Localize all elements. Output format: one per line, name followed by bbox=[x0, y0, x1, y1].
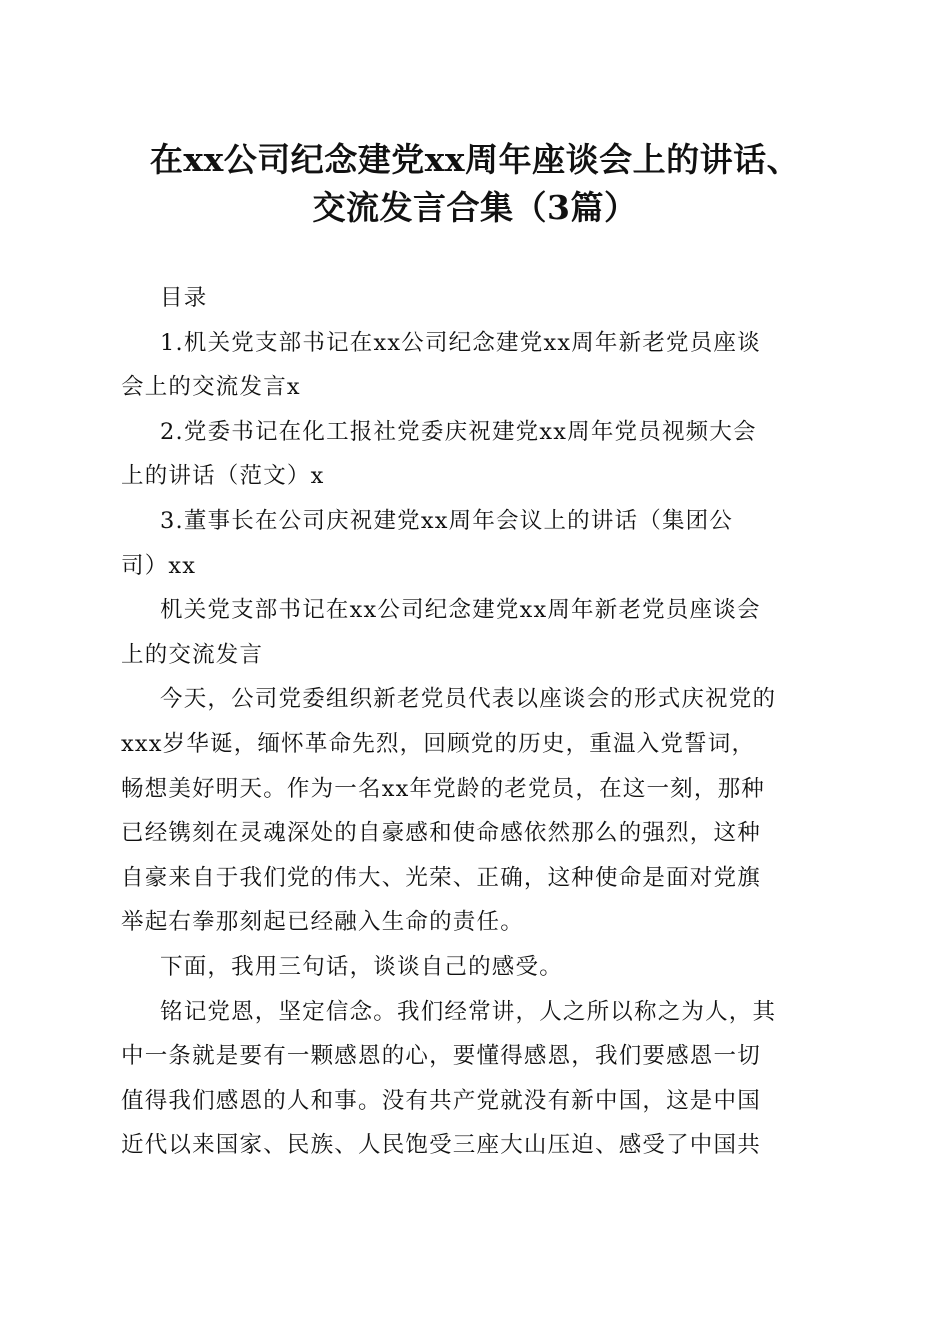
paragraph-line: 中一条就是要有一颗感恩的心，要懂得感恩，我们要感恩一切 bbox=[121, 1043, 761, 1070]
toc-item-2: 2.党委书记在化工报社党委庆祝建党xx周年党员视频大会 bbox=[160, 418, 757, 445]
paragraph-line: 畅想美好明天。作为一名xx年党龄的老党员，在这一刻，那种 bbox=[121, 775, 765, 802]
paragraph-line: 自豪来自于我们党的伟大、光荣、正确，这种使命是面对党旗 bbox=[121, 864, 761, 891]
paragraph-line: 已经镌刻在灵魂深处的自豪感和使命感依然那么的强烈，这种 bbox=[121, 820, 761, 847]
toc-item-1-cont: 会上的交流发言x bbox=[121, 374, 301, 401]
paragraph-line: 值得我们感恩的人和事。没有共产党就没有新中国，这是中国 bbox=[121, 1087, 761, 1114]
section-heading-cont: 上的交流发言 bbox=[121, 641, 264, 668]
toc-item-3: 3.董事长在公司庆祝建党xx周年会议上的讲话（集团公 bbox=[160, 507, 734, 534]
toc-heading: 目录 bbox=[160, 285, 208, 311]
paragraph-line: 铭记党恩，坚定信念。我们经常讲，人之所以称之为人，其 bbox=[160, 998, 777, 1025]
document-body bbox=[121, 276, 831, 1168]
document-title-line-2: 交流发言合集（3篇） bbox=[312, 188, 638, 227]
document-title-line-1: 在xx公司纪念建党xx周年座谈会上的讲话、 bbox=[149, 140, 801, 179]
paragraph-line: xxx岁华诞，缅怀革命先烈，回顾党的历史，重温入党誓词， bbox=[121, 730, 756, 757]
section-heading: 机关党支部书记在xx公司纪念建党xx周年新老党员座谈会 bbox=[160, 597, 761, 624]
paragraph-line: 近代以来国家、民族、人民饱受三座大山压迫、感受了中国共 bbox=[121, 1132, 761, 1159]
toc-item-2-cont: 上的讲话（范文）x bbox=[121, 463, 325, 490]
paragraph-line: 举起右拳那刻起已经融入生命的责任。 bbox=[121, 909, 524, 936]
paragraph-line: 今天，公司党委组织新老党员代表以座谈会的形式庆祝党的 bbox=[160, 686, 777, 713]
toc-item-1: 1.机关党支部书记在xx公司纪念建党xx周年新老党员座谈 bbox=[160, 329, 761, 356]
paragraph-line: 下面，我用三句话，谈谈自己的感受。 bbox=[160, 953, 563, 980]
toc-item-3-cont: 司）xx bbox=[121, 552, 197, 579]
